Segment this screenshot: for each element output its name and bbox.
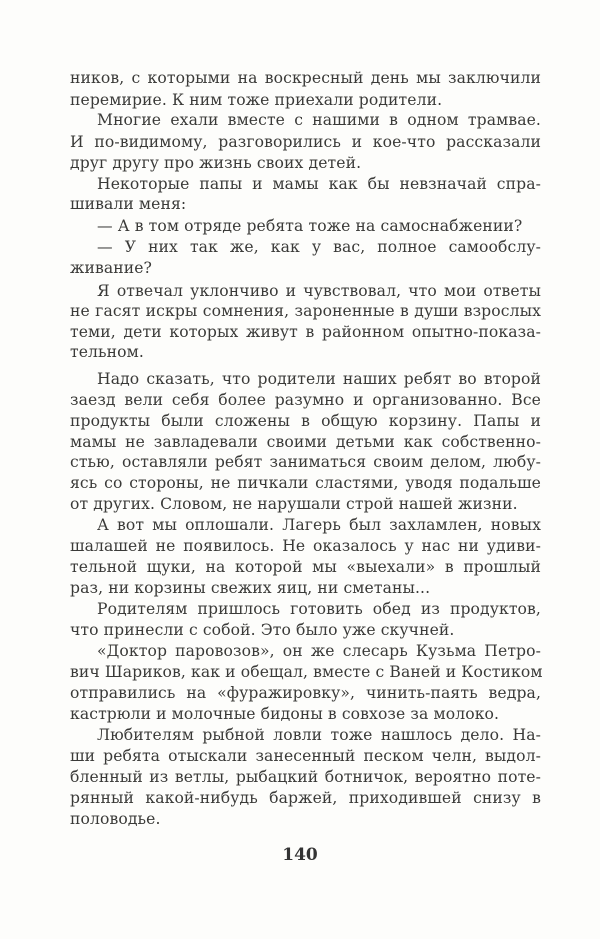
text-line: перемирие. К ним тоже приехали родители.: [70, 91, 443, 109]
text-line: тельном.: [70, 343, 144, 361]
text-line: бленный из ветлы, рыбацкий ботничок, вероятно поте-: [70, 768, 541, 786]
text-line: отправились на «фуражировку», чинить-паять ведра,: [70, 684, 541, 702]
page-number: 140: [282, 845, 318, 865]
text-line: от других. Словом, не нарушали строй нашей жизни.: [70, 495, 518, 513]
text-line: ши ребята отыскали занесенный песком челн, выдол-: [70, 747, 541, 765]
text-line: рянный какой-нибудь баржей, приходившей снизу в: [70, 789, 541, 807]
text-line: теми, дети которых живут в районном опытно-показа-: [70, 323, 541, 341]
text-line: Родителям пришлось готовить обед из продуктов,: [97, 600, 541, 618]
text-line: тельной щуки, на которой мы «выехали» в прошлый: [70, 558, 541, 576]
text-line: И по-видимому, разговорились и кое-что рассказали: [70, 133, 541, 151]
text-line: Я отвечал уклончиво и чувствовал, что мои ответы: [97, 282, 541, 300]
text-line: Многие ехали вместе с нашими в одном трамвае.: [97, 111, 541, 129]
text-line: Некоторые папы и мамы как бы невзначай спра-: [97, 175, 541, 193]
text-line: продукты были сложены в общую корзину. Папы и: [70, 412, 541, 430]
text-line: шалашей не появилось. Не оказалось у нас ни удиви-: [70, 537, 541, 555]
text-line: — У них так же, как у вас, полное самообслу-: [97, 238, 541, 256]
text-line: что принесли с собой. Это было уже скучней.: [70, 621, 455, 639]
text-line: половодье.: [70, 810, 161, 828]
text-line: ников, с которыми на воскресный день мы заключили: [70, 69, 541, 87]
text-line: не гасят искры сомнения, зароненные в души взрослых: [70, 302, 541, 320]
text-line: А вот мы оплошали. Лагерь был захламлен, новых: [97, 516, 541, 534]
text-line: — А в том отряде ребята тоже на самоснабжении?: [97, 217, 523, 235]
text-line: вич Шариков, как и обещал, вместе с Ваней и Костиком: [70, 663, 543, 681]
text-line: Надо сказать, что родители наших ребят во второй: [97, 370, 541, 388]
text-line: шивали меня:: [70, 195, 187, 213]
text-line: «Доктор паровозов», он же слесарь Кузьма Петро-: [97, 642, 541, 660]
text-line: стью, оставляли ребят заниматься своим делом, любу-: [70, 453, 541, 471]
text-line: заезд вели себя более разумно и организованно. Все: [70, 391, 541, 409]
text-line: раз, ни корзины свежих яиц, ни сметаны...: [70, 579, 431, 597]
text-line: кастрюли и молочные бидоны в совхозе за молоко.: [70, 705, 500, 723]
text-line: мамы не завладевали своими детьми как собственно-: [70, 433, 541, 451]
text-line: друг другу про жизнь своих детей.: [70, 154, 362, 172]
text-line: Любителям рыбной ловли тоже нашлось дело. На-: [97, 726, 541, 744]
text-line: живание?: [70, 259, 152, 277]
text-line: ясь со стороны, не пичкали сластями, уводя подальше: [70, 474, 541, 492]
